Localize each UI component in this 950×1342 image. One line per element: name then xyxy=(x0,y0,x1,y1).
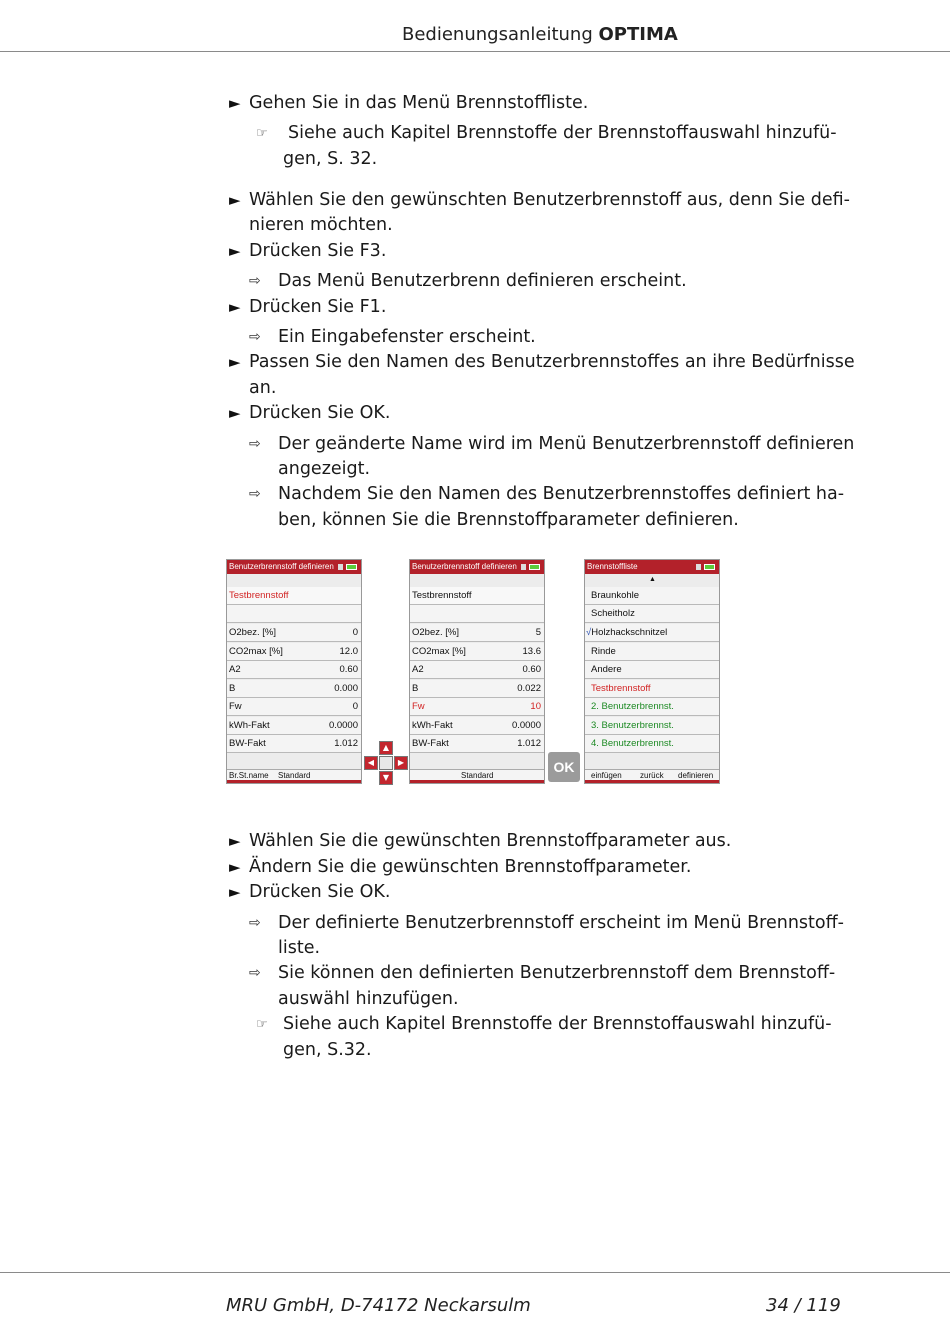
param-label: BW-Fakt xyxy=(229,738,266,749)
result-text: Ein Eingabefenster erscheint. xyxy=(278,327,536,347)
param-row[interactable] xyxy=(227,717,361,735)
result-text: Der definierte Benutzerbrennstoff erscheint im Menü Brennstoff- xyxy=(278,913,844,933)
softkey-f1[interactable]: Br.St.name xyxy=(229,771,269,780)
step-text: Drücken Sie F1. xyxy=(249,297,387,317)
reference-text: Siehe auch Kapitel Brennstoffe der Brennstoffauswahl hinzufü- xyxy=(283,1014,832,1034)
param-label: Fw xyxy=(412,701,425,712)
fuel-name: Testbrennstoff xyxy=(412,590,472,601)
step-text: Wählen Sie den gewünschten Benutzerbrennstoff aus, denn Sie defi- xyxy=(249,190,850,210)
fuel-list-item-checked[interactable] xyxy=(585,624,719,642)
result-text: liste. xyxy=(278,938,321,958)
arrow-down-icon: ▼ xyxy=(379,771,393,785)
softkey-bar xyxy=(227,769,361,783)
header-title-product: OPTIMA xyxy=(598,24,678,45)
param-row-selected[interactable] xyxy=(410,698,544,716)
fuel-list-item-selected[interactable]: Testbrennstoff xyxy=(585,680,719,698)
reference-text: Siehe auch Kapitel Brennstoffe der Brennstoffauswahl hinzufü- xyxy=(288,123,837,143)
screen-title: Benutzerbrennstoff definieren xyxy=(229,562,334,571)
screen-title: Benutzerbrennstoff definieren xyxy=(412,562,517,571)
step-bullet-icon: ► xyxy=(229,94,241,112)
fuel-list-item-user[interactable]: 4. Benutzerbrennst. xyxy=(585,735,719,753)
step-bullet-icon: ► xyxy=(229,832,241,850)
param-row[interactable] xyxy=(227,661,361,679)
param-label: O2bez. [%] xyxy=(412,627,459,638)
step-bullet-icon: ► xyxy=(229,883,241,901)
result-arrow-icon: ⇨ xyxy=(249,329,261,345)
param-value: 0 xyxy=(352,627,358,638)
fuel-list-item-user[interactable]: 3. Benutzerbrennst. xyxy=(585,717,719,735)
arrow-right-icon: ▶ xyxy=(394,756,408,770)
footer-company: MRU GmbH, D-74172 Neckarsulm xyxy=(226,1295,531,1316)
page-number: 34 / 119 xyxy=(766,1295,841,1316)
result-text: ben, können Sie die Brennstoffparameter definieren. xyxy=(278,510,739,530)
step-text: Gehen Sie in das Menü Brennstoffliste. xyxy=(249,93,589,113)
param-label: O2bez. [%] xyxy=(229,627,276,638)
param-label: B xyxy=(229,683,236,694)
step-text: nieren möchten. xyxy=(249,215,393,235)
device-screen-fuel-define-2 xyxy=(409,559,545,784)
param-row[interactable] xyxy=(227,643,361,661)
param-label: A2 xyxy=(412,664,424,675)
reference-text: gen, S.32. xyxy=(283,1040,372,1060)
header-title-prefix: Bedienungsanleitung xyxy=(402,24,599,45)
param-label: kWh-Fakt xyxy=(412,720,453,731)
page-header xyxy=(0,22,950,52)
result-arrow-icon: ⇨ xyxy=(249,965,261,981)
result-text: Sie können den definierten Benutzerbrennstoff dem Brennstoff- xyxy=(278,963,836,983)
header-title xyxy=(402,24,678,45)
device-screen-fuel-list xyxy=(584,559,720,784)
softkey-f3[interactable]: definieren xyxy=(678,771,714,780)
param-label: Fw xyxy=(229,701,242,712)
result-text: Der geänderte Name wird im Menü Benutzerbrennstoff definieren xyxy=(278,434,855,454)
softkey-f2[interactable]: zurück xyxy=(640,771,664,780)
param-row[interactable] xyxy=(410,643,544,661)
step-bullet-icon: ► xyxy=(229,298,241,316)
screen-title: Brennstoffliste xyxy=(587,562,638,571)
reference-text: gen, S. 32. xyxy=(283,149,378,169)
param-label: kWh-Fakt xyxy=(229,720,270,731)
result-arrow-icon: ⇨ xyxy=(249,436,261,452)
fuel-list-item[interactable]: Andere xyxy=(585,661,719,679)
fuel-list-item-user[interactable]: 2. Benutzerbrennst. xyxy=(585,698,719,716)
step-text: Drücken Sie OK. xyxy=(249,403,391,423)
softkey-f2[interactable]: Standard xyxy=(278,771,311,780)
battery-icon xyxy=(346,564,357,570)
reference-hand-icon: ☞ xyxy=(256,1017,268,1032)
step-text: Drücken Sie OK. xyxy=(249,882,391,902)
footer-divider xyxy=(0,1272,950,1273)
param-label: CO2max [%] xyxy=(412,646,466,657)
param-label: B xyxy=(412,683,419,694)
param-label: BW-Fakt xyxy=(412,738,449,749)
empty-row xyxy=(227,605,361,623)
param-value: 1.012 xyxy=(517,738,541,749)
param-value: 0.60 xyxy=(522,664,541,675)
result-text: Nachdem Sie den Namen des Benutzerbrennstoffes definiert ha- xyxy=(278,484,845,504)
fuel-list-item[interactable]: Scheitholz xyxy=(585,605,719,623)
param-value: 0.000 xyxy=(334,683,358,694)
result-arrow-icon: ⇨ xyxy=(249,915,261,931)
step-bullet-icon: ► xyxy=(229,191,241,209)
param-value: 0.022 xyxy=(517,683,541,694)
softkey-bar xyxy=(410,769,544,783)
param-row[interactable] xyxy=(410,661,544,679)
param-value: 0.0000 xyxy=(511,720,541,731)
device-screen-fuel-define-1 xyxy=(226,559,362,784)
memory-icon xyxy=(521,564,526,570)
ok-button: OK xyxy=(548,752,580,782)
fuel-list-item[interactable]: Rinde xyxy=(585,643,719,661)
dpad-center-icon xyxy=(379,756,393,770)
param-value: 0.60 xyxy=(339,664,358,675)
param-value: 0 xyxy=(352,701,358,712)
fuel-name: Testbrennstoff xyxy=(229,590,289,601)
result-text: Das Menü Benutzerbrenn definieren erscheint. xyxy=(278,271,687,291)
softkey-bar xyxy=(585,769,719,783)
param-value: 10 xyxy=(530,701,541,712)
result-arrow-icon: ⇨ xyxy=(249,273,261,289)
empty-row xyxy=(410,605,544,623)
step-bullet-icon: ► xyxy=(229,404,241,422)
step-text: Wählen Sie die gewünschten Brennstoffparameter aus. xyxy=(249,831,732,851)
fuel-list-item-label: Holzhackschnitzel xyxy=(591,627,668,638)
param-row[interactable] xyxy=(410,717,544,735)
param-row[interactable] xyxy=(410,624,544,642)
fuel-name-row[interactable] xyxy=(410,587,544,605)
checkmark-icon: √ xyxy=(586,627,592,638)
arrow-left-icon: ◀ xyxy=(364,756,378,770)
param-value: 0.0000 xyxy=(328,720,358,731)
battery-icon xyxy=(704,564,715,570)
memory-icon xyxy=(338,564,343,570)
param-row[interactable] xyxy=(227,680,361,698)
memory-icon xyxy=(696,564,701,570)
param-row[interactable] xyxy=(410,680,544,698)
scroll-up-icon: ▲ xyxy=(649,576,656,583)
param-row[interactable] xyxy=(227,698,361,716)
screen-title-bar xyxy=(227,560,361,574)
param-value: 12.0 xyxy=(339,646,358,657)
step-bullet-icon: ► xyxy=(229,242,241,260)
param-row[interactable] xyxy=(227,735,361,753)
param-value: 13.6 xyxy=(522,646,541,657)
dpad-icon xyxy=(364,741,408,785)
arrow-up-icon: ▲ xyxy=(379,741,393,755)
battery-icon xyxy=(529,564,540,570)
param-label: CO2max [%] xyxy=(229,646,283,657)
reference-hand-icon: ☞ xyxy=(256,126,268,141)
screen-title-bar xyxy=(585,560,719,574)
param-value: 5 xyxy=(535,627,541,638)
fuel-list-item[interactable]: Braunkohle xyxy=(585,587,719,605)
fuel-name-row[interactable] xyxy=(227,587,361,605)
result-arrow-icon: ⇨ xyxy=(249,486,261,502)
step-text: Passen Sie den Namen des Benutzerbrennstoffes an ihre Bedürfnisse xyxy=(249,352,855,372)
param-label: A2 xyxy=(229,664,241,675)
step-bullet-icon: ► xyxy=(229,353,241,371)
step-bullet-icon: ► xyxy=(229,858,241,876)
screen-title-bar xyxy=(410,560,544,574)
step-text: Drücken Sie F3. xyxy=(249,241,387,261)
param-value: 1.012 xyxy=(334,738,358,749)
param-row[interactable] xyxy=(410,735,544,753)
softkey-f2[interactable]: Standard xyxy=(461,771,494,780)
step-text: an. xyxy=(249,378,277,398)
result-text: auswähl hinzufügen. xyxy=(278,989,459,1009)
param-row[interactable] xyxy=(227,624,361,642)
softkey-f1[interactable]: einfügen xyxy=(591,771,622,780)
step-text: Ändern Sie die gewünschten Brennstoffparameter. xyxy=(249,857,692,877)
result-text: angezeigt. xyxy=(278,459,371,479)
